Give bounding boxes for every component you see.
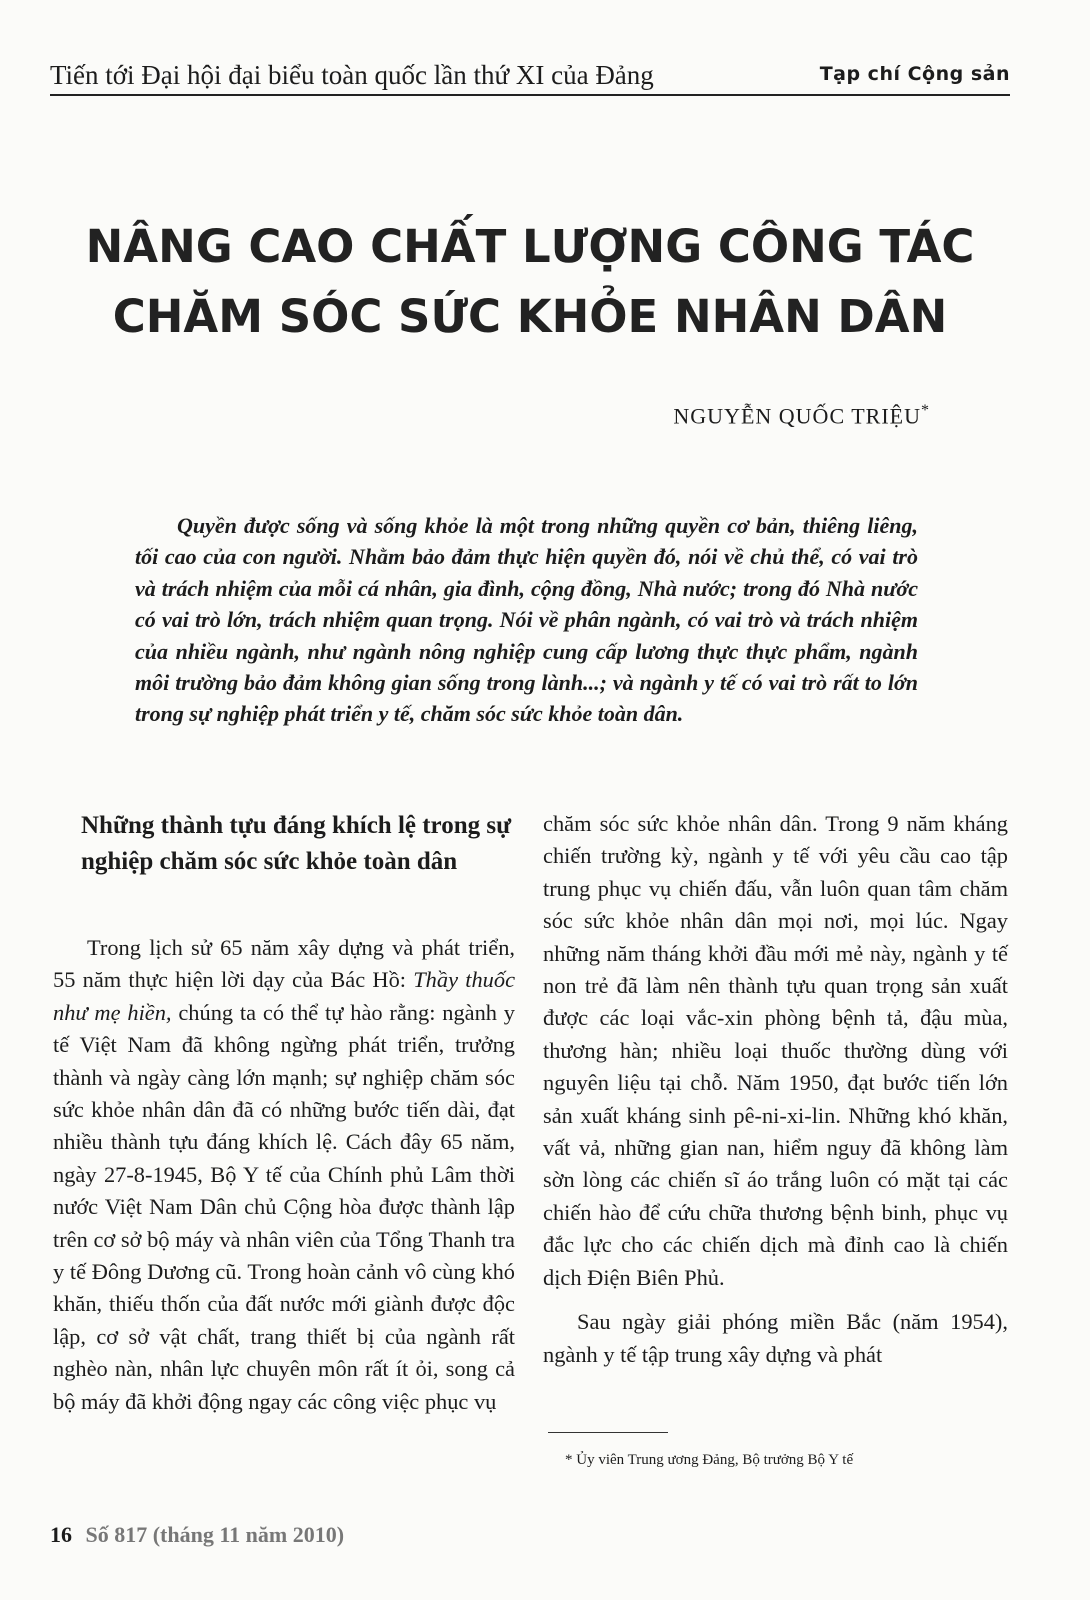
- lead-paragraph: Quyền được sống và sống khỏe là một trong những quyền cơ bản, thiêng liêng, tối cao của con người. Nhằm bảo đảm thực hiện quyền đó, nói về chủ thể, có vai trò và trách nhiệm của mỗi cá nhân, gia đình, cộng đồng, Nhà nước; trong đó Nhà nước có vai trò lớn, trách nhiệm quan trọng. Nói về phân ngành, có vai trò và trách nhiệm của nhiều ngành, như ngành nông nghiệp cung cấp lương thực thực phẩm, ngành môi trường bảo đảm không gian sống trong lành...; và ngành y tế có vai trò rất to lớn trong sự nghiệp phát triển y tế, chăm sóc sức khỏe toàn dân.: [135, 513, 918, 727]
- body-paragraph-continued: chăm sóc sức khỏe nhân dân. Trong 9 năm kháng chiến trường kỳ, ngành y tế với yêu cầu cao tập trung phục vụ chiến đấu, vẫn luôn quan tâm chăm sóc sức khỏe nhân dân mọi nơi, mọi lúc. Ngay những năm tháng khởi đầu mới mẻ này, ngành y tế non trẻ đã làm nên thành tựu quan trọng sản xuất được các loại vắc-xin phòng bệnh tả, đậu mùa, thương hàn; nhiều loại thuốc thường dùng với nguyên liệu tại chỗ. Năm 1950, đạt bước tiến lớn sản xuất kháng sinh pê-ni-xi-lin. Những khó khăn, vất vả, những gian nan, hiểm nguy đã không làm sờn lòng các chiến sĩ áo trắng luôn có mặt tại các chiến hào để cứu chữa thương bệnh binh, phục vụ đắc lực cho các chiến dịch mà đỉnh cao là chiến dịch Điện Biên Phủ.: [543, 811, 1008, 1290]
- footnote: * Ủy viên Trung ương Đảng, Bộ trưởng Bộ Y tế: [565, 1452, 854, 1468]
- running-title: Tiến tới Đại hội đại biểu toàn quốc lần thứ XI của Đảng: [50, 60, 654, 90]
- author-footnote-mark: *: [921, 402, 930, 419]
- page-footer: [50, 1520, 344, 1550]
- right-column: [543, 808, 1008, 1371]
- running-head: [50, 58, 1010, 96]
- title-line-2: CHĂM SÓC SỨC KHỎE NHÂN DÂN: [112, 290, 948, 343]
- quote-italic: Thầy thuốc như mẹ hiền,: [53, 967, 516, 1025]
- body-paragraph: Sau ngày giải phóng miền Bắc (năm 1954), ngành y tế tập trung xây dựng và phát: [543, 1309, 1008, 1367]
- article-title: [50, 212, 1010, 352]
- page-number: 16: [50, 1522, 72, 1547]
- author-byline: [673, 402, 930, 429]
- section-heading: Những thành tựu đáng khích lệ trong sự nghiệp chăm sóc sức khỏe toàn dân: [81, 812, 512, 875]
- left-column: [53, 808, 515, 1418]
- footnote-divider: [548, 1432, 668, 1433]
- title-line-1: NÂNG CAO CHẤT LƯỢNG CÔNG TÁC: [85, 220, 975, 273]
- body-paragraph: Trong lịch sử 65 năm xây dựng và phát triển, 55 năm thực hiện lời dạy của Bác Hồ: Thầy thuốc như mẹ hiền, chúng ta có thể tự hào rằng: ngành y tế Việt Nam đã không ngừng phát triển, trưởng thành và ngày càng lớn mạnh; sự nghiệp chăm sóc sức khỏe nhân dân đã có những bước tiến dài, đạt nhiều thành tựu đáng khích lệ. Cách đây 65 năm, ngày 27-8-1945, Bộ Y tế của Chính phủ Lâm thời nước Việt Nam Dân chủ Cộng hòa được thành lập trên cơ sở bộ máy và nhân viên của Tổng Thanh tra y tế Đông Dương cũ. Trong hoàn cảnh vô cùng khó khăn, thiếu thốn của đất nước mới giành được độc lập, cơ sở vật chất, trang thiết bị của ngành rất nghèo nàn, nhân lực chuyên môn rất ít ỏi, song cả bộ máy đã khởi động ngay các công việc phục vụ: [53, 935, 516, 1414]
- author-name: NGUYỄN QUỐC TRIỆU: [673, 403, 921, 429]
- journal-name: Tạp chí Cộng sản: [819, 63, 1010, 85]
- issue-info: Số 817 (tháng 11 năm 2010): [85, 1522, 345, 1547]
